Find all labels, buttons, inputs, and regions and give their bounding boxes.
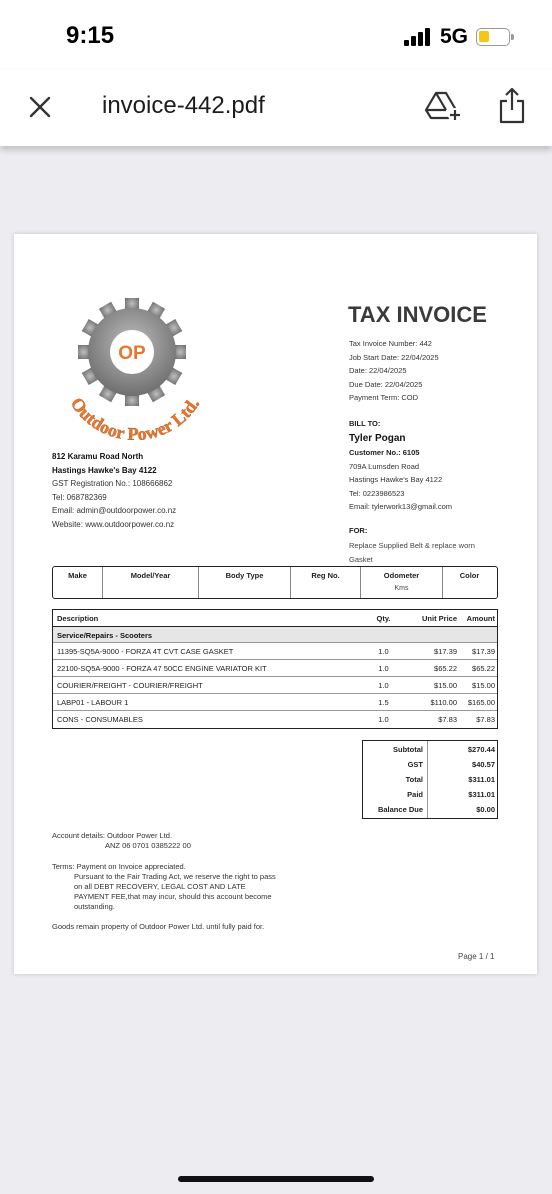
seller-email: Email: admin@outdoorpower.co.nz	[52, 506, 177, 515]
seller-info	[52, 450, 176, 531]
signal-icon	[404, 28, 432, 46]
seller-tel: Tel: 068782369	[52, 492, 107, 502]
status-time: 9:15	[66, 22, 115, 49]
customer-address-line1: 709A Lumsden Road	[349, 461, 420, 471]
vehicle-header-make: Make	[53, 567, 103, 598]
battery-icon	[476, 28, 510, 46]
table-row: CONS - CONSUMABLES 1.0 $7.83 $7.83	[57, 715, 495, 724]
seller-address-line2: Hastings Hawke's Bay 4122	[52, 465, 157, 475]
bill-to	[349, 432, 452, 514]
customer-address-line2: Hastings Hawke's Bay 4122	[349, 475, 443, 484]
add-to-drive-button[interactable]	[424, 88, 464, 124]
subtotal-row: Subtotal $270.44	[393, 745, 495, 754]
vehicle-header-model: Model/Year	[103, 567, 199, 598]
customer-name: Tyler Pogan	[349, 433, 406, 444]
balance-due-row: Balance Due $0.00	[377, 805, 495, 814]
vehicle-header-color: Color	[459, 571, 480, 580]
vehicle-header-odometer: Odometer Kms	[361, 567, 443, 598]
vehicle-header-body-type: Body Type	[199, 567, 291, 598]
vehicle-table	[52, 566, 498, 599]
customer-email: Email: tylerwork13@gmail.com	[349, 502, 453, 511]
network-label: 5G	[440, 25, 469, 48]
pdf-page	[14, 234, 537, 974]
company-logo	[50, 290, 220, 440]
close-icon	[26, 93, 54, 121]
home-indicator[interactable]	[178, 1176, 374, 1182]
status-bar	[0, 0, 552, 70]
drive-add-icon	[424, 88, 464, 124]
bill-to-label: BILL TO:	[349, 419, 381, 428]
job-start-date: Job Start Date: 22/04/2025	[349, 352, 439, 362]
seller-website: Website: www.outdoorpower.co.nz	[52, 519, 175, 529]
customer-number: Customer No.: 6105	[349, 448, 420, 457]
document-title: invoice-442.pdf	[102, 92, 265, 119]
invoice-number: Tax Invoice Number: 442	[349, 339, 432, 348]
goods-notice: Goods remain property of Outdoor Power Ltd. until fully paid for.	[52, 922, 265, 931]
total-row: Total $311.01	[405, 775, 495, 784]
table-row: 11395-SQ5A-9000 - FORZA 4T CVT CASE GASKET 1.0 $17.39 $17.39	[53, 643, 497, 660]
job-description: Replace Supplied Belt & replace worn Gasket	[349, 541, 475, 564]
close-button[interactable]	[26, 93, 54, 121]
nav-bar	[0, 70, 552, 146]
seller-gst: GST Registration No.: 108666862	[52, 479, 173, 488]
odometer-unit: Kms	[394, 585, 409, 592]
table-row: COURIER/FREIGHT - COURIER/FREIGHT 1.0 $15.00 $15.00	[53, 677, 497, 694]
gear-icon	[78, 298, 186, 406]
seller-address-line1: 812 Karamu Road North	[52, 452, 144, 461]
gst-row: GST $40.57	[407, 760, 495, 769]
share-button[interactable]	[496, 86, 528, 126]
invoice-heading: TAX INVOICE	[348, 302, 487, 327]
table-row: LABP01 - LABOUR 1 1.5 $110.00 $165.00	[53, 694, 497, 711]
invoice-meta	[349, 337, 439, 405]
vehicle-header-reg: Reg No.	[291, 567, 361, 598]
header-unit-price: Unit Price	[421, 614, 457, 623]
paid-row: Paid $311.01	[407, 790, 495, 799]
share-icon	[496, 86, 528, 126]
account-details: Account details: Outdoor Power Ltd. ANZ 06 0701 0385222 00	[52, 831, 191, 850]
items-header	[53, 610, 497, 627]
due-date: Due Date: 22/04/2025	[349, 379, 423, 389]
totals-box	[362, 740, 498, 819]
items-group-label: Service/Repairs - Scooters	[53, 627, 497, 643]
payment-term: Payment Term: COD	[349, 393, 419, 402]
page-number: Page 1 / 1	[458, 952, 495, 961]
svg-text:Outdoor Power Ltd.: Outdoor Power Ltd.	[66, 393, 204, 440]
svg-text:OP: OP	[118, 343, 146, 364]
header-qty: Qty.	[376, 614, 391, 623]
table-row: 22100-SQ5A-9000 - FORZA 47 50CC ENGINE VARIATOR KIT 1.0 $65.22 $65.22	[53, 660, 497, 677]
for-label: FOR:	[349, 526, 368, 535]
items-table	[52, 609, 498, 729]
header-amount: Amount	[466, 614, 495, 623]
payment-terms: Terms: Payment on Invoice appreciated. Pursuant to the Fair Trading Act, we reserve the right to pass on all DEBT RECOVERY, LEGAL COST AND LATE PAYMENT FEE,that may incur, should this account become outstanding.	[52, 862, 276, 911]
header-description: Description	[57, 614, 99, 623]
invoice-date: Date: 22/04/2025	[349, 366, 407, 375]
customer-tel: Tel: 0223986523	[349, 488, 405, 498]
